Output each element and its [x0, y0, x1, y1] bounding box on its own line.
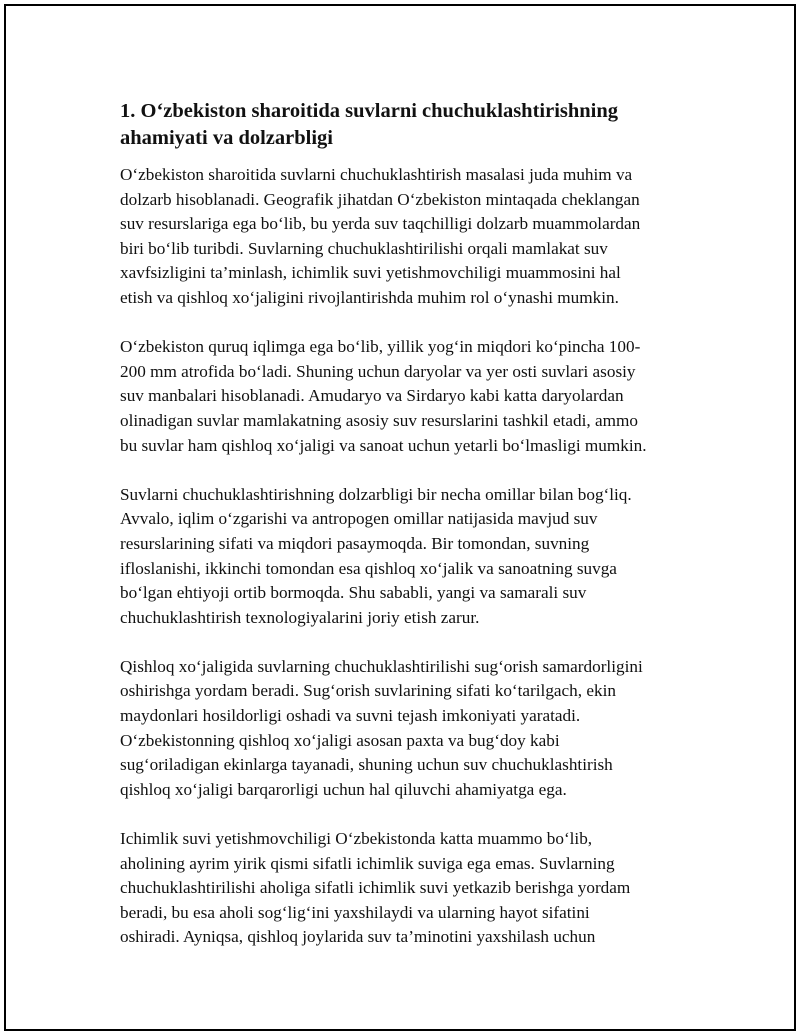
text-line: maydonlari hosildorligi oshadi va suvni tejash imkoniyati yaratadi.: [120, 706, 581, 726]
heading-line: 1. O‘zbekiston sharoitida suvlarni chuchuklashtirishning: [120, 100, 619, 122]
text-line: O‘zbekistonning qishloq xo‘jaligi asosan paxta va bug‘doy kabi: [120, 730, 560, 750]
paragraph: [120, 163, 688, 311]
paragraph: [120, 827, 688, 950]
text-line: etish va qishloq xo‘jaligini rivojlantirishda muhim rol o‘ynashi mumkin.: [120, 287, 619, 307]
heading-line: ahamiyati va dolzarbligi: [120, 127, 333, 149]
text-line: Avvalo, iqlim o‘zgarishi va antropogen omillar natijasida mavjud suv: [120, 509, 598, 529]
page-frame: [4, 4, 796, 1031]
text-line: Qishloq xo‘jaligida suvlarning chuchuklashtirilishi sug‘orish samardorligini: [120, 656, 643, 676]
text-line: biri bo‘lib turibdi. Suvlarning chuchuklashtirilishi orqali mamlakat suv: [120, 238, 608, 258]
text-line: resurslarining sifati va miqdori pasaymoqda. Bir tomondan, suvning: [120, 533, 590, 553]
text-line: xavfsizligini ta’minlash, ichimlik suvi yetishmovchiligi muammosini hal: [120, 263, 621, 283]
paragraph: [120, 483, 688, 631]
text-line: suv manbalari hisoblanadi. Amudaryo va Sirdaryo kabi katta daryolardan: [120, 386, 624, 406]
paragraph: [120, 655, 688, 803]
text-line: dolzarb hisoblanadi. Geografik jihatdan O‘zbekiston mintaqada cheklangan: [120, 189, 640, 209]
text-line: oshiradi. Ayniqsa, qishloq joylarida suv ta’minotini yaxshilash uchun: [120, 927, 596, 947]
text-line: aholining ayrim yirik qismi sifatli ichimlik suviga ega emas. Suvlarning: [120, 853, 615, 873]
text-line: olinadigan suvlar mamlakatning asosiy suv resurslarini tashkil etadi, ammo: [120, 410, 638, 430]
text-line: 200 mm atrofida bo‘ladi. Shuning uchun daryolar va yer osti suvlari asosiy: [120, 361, 636, 381]
text-line: sug‘oriladigan ekinlarga tayanadi, shuning uchun suv chuchuklashtirish: [120, 755, 613, 775]
paragraph: [120, 335, 688, 458]
text-line: Ichimlik suvi yetishmovchiligi O‘zbekistonda katta muammo bo‘lib,: [120, 829, 593, 849]
text-line: chuchuklashtirilishi aholiga sifatli ichimlik suvi yetkazib berishga yordam: [120, 878, 631, 898]
text-line: qishloq xo‘jaligi barqarorligi uchun hal qiluvchi ahamiyatga ega.: [120, 779, 567, 799]
text-line: chuchuklashtirish texnologiyalarini joriy etish zarur.: [120, 607, 480, 627]
text-line: O‘zbekiston quruq iqlimga ega bo‘lib, yillik yog‘in miqdori ko‘pincha 100-: [120, 337, 641, 357]
text-line: beradi, bu esa aholi sog‘lig‘ini yaxshilaydi va ularning hayot sifatini: [120, 902, 590, 922]
text-line: oshirishga yordam beradi. Sug‘orish suvlarining sifati ko‘tarilgach, ekin: [120, 681, 616, 701]
text-line: ifloslanishi, ikkinchi tomondan esa qishloq xo‘jalik va sanoatning suvga: [120, 558, 617, 578]
section-heading: [120, 98, 688, 152]
text-line: O‘zbekiston sharoitida suvlarni chuchuklashtirish masalasi juda muhim va: [120, 165, 633, 184]
document-body: [120, 98, 688, 975]
text-line: bo‘lgan ehtiyoji ortib bormoqda. Shu sababli, yangi va samarali suv: [120, 583, 587, 603]
text-line: bu suvlar ham qishloq xo‘jaligi va sanoat uchun yetarli bo‘lmasligi mumkin.: [120, 435, 647, 455]
text-line: Suvlarni chuchuklashtirishning dolzarbligi bir necha omillar bilan bog‘liq.: [120, 484, 632, 504]
text-line: suv resurslariga ega bo‘lib, bu yerda suv taqchilligi dolzarb muammolardan: [120, 214, 641, 234]
